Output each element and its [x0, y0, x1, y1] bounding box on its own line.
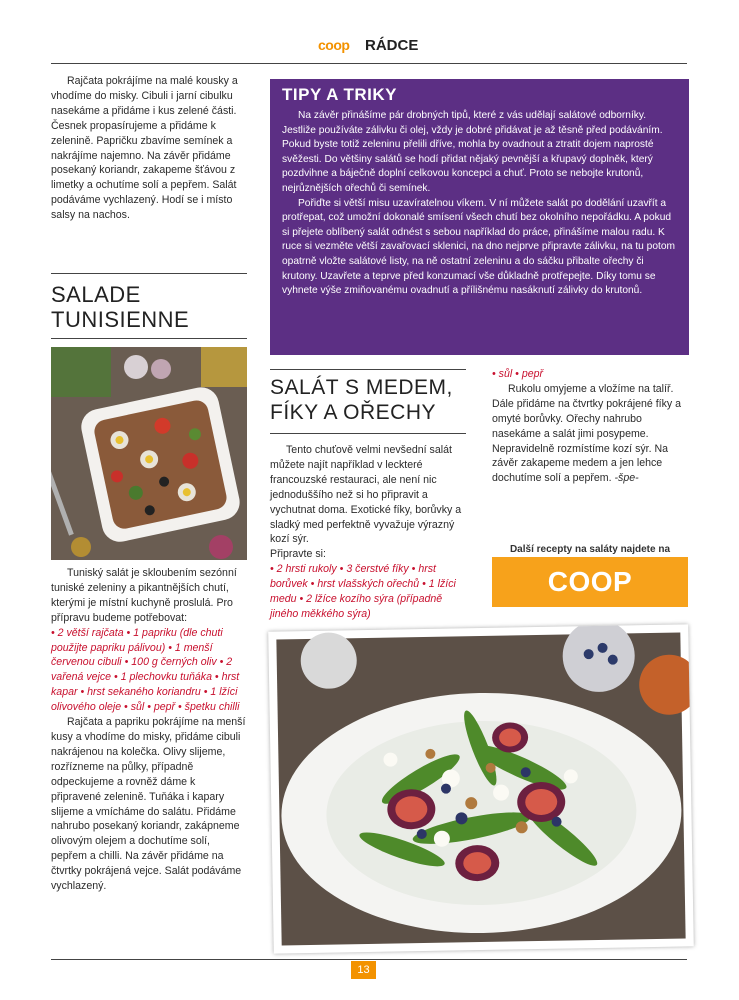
ingredient: pepř — [153, 701, 176, 714]
left-intro-text — [51, 74, 247, 223]
ingredient: 3 čerstvé fíky — [346, 563, 409, 576]
tunisienne-intro: Tuniský salát je skloubením sezónní tuniské zeleniny a pikantnějších chutí, kterými je místní kuchyně proslulá. Pro přípravu budeme potřebovat: — [51, 567, 237, 624]
ingredient: špetku chilli — [184, 701, 240, 714]
ingredient: 1 lžíci medu — [270, 578, 456, 606]
salat-ingredients: • 2 hrsti rukoly • 3 čerstvé fíky • hrst borůvek • hrst vlašských ořechů • 1 lžíci medu • 2 lžíce kozího sýra (případně jiného měkkého sýra) — [270, 563, 456, 620]
ingredient: 100 g černých oliv — [131, 656, 217, 669]
promo-text: Další recepty na saláty najdete na — [509, 544, 671, 555]
section-divider — [51, 273, 247, 274]
salat-text-continued — [492, 367, 688, 486]
tips-paragraph: Na závěr přinášíme pár drobných tipů, které z vás udělají salátové odborníky. Jestliže používáte zálivku či olej, vždy je dobré přidávat je až těsně před podáváním. Pokud byste totiž zeleninu přelili dříve, mohla by ovadnout a ztratit dojem naprosté svěžesti. Do většiny salátů se hodí přidat nějaký pevnější a křupavý doplněk, který pozdvihne a báječně doplní celkovou koncepci a chuť. Proto se nebojte krutonů, nejrůznějších ořechů či semínek. — [282, 110, 663, 194]
author-signature: -špe- — [614, 472, 639, 485]
header-divider — [51, 63, 687, 64]
ingredient: 1 plechovku tuňáka — [120, 671, 212, 684]
left-intro-paragraph: Rajčata pokrájíme na malé kousky a vhodíme do misky. Cibuli i jarní cibulku nasekáme a přidáme i kus zelené části. Česnek propasírujeme a přidáme k zelenině. Papričku zbavíme semínek a nakrájíme najemno. Na závěr přidáme posekaný koriandr, zakapeme šťávou z limetky a ochutíme solí a pepřem. Salát podáváme vychlazený. Hodí se i místo salsy na nachos. — [51, 75, 238, 222]
coop-logo: coop — [318, 37, 350, 53]
section-divider — [270, 369, 466, 370]
magazine-title: RÁDCE — [365, 37, 419, 54]
page-number: 13 — [351, 961, 376, 979]
salat-heading-line2: FÍKY A OŘECHY — [270, 401, 436, 424]
salat-text — [270, 443, 466, 622]
ingredient: sůl — [130, 701, 145, 714]
tips-text — [282, 109, 680, 299]
ingredient: 2 hrsti rukoly — [276, 563, 337, 576]
ingredient: 1 papriku (dle chuti použijte papriku pálivou) — [51, 626, 223, 654]
tunisienne-method: Rajčata a papriku pokrájíme na menší kusy a vhodíme do misky, přidáme cibuli nakrájenou na kolečka. Olivy slijeme, rozřízneme na půlky, případně odpeckujeme a rovněž dáme k připravené zelenině. Tuňáka i kapary slijeme a vmícháme do salátu. Přidáme nahrubo posekaný koriandr, zakápneme olivovým olejem a dochutíme solí, pepřem a chilli. Na závěr přidáme na čtvrtky pokrájená vejce. Salát podáváme vychlazený. — [51, 716, 246, 893]
ingredient: pepř — [521, 368, 544, 380]
tips-box — [270, 79, 689, 355]
ingredient: hrst borůvek — [270, 563, 437, 591]
salat-prep-label: Připravte si: — [270, 548, 326, 561]
heading-underline — [270, 433, 466, 434]
ingredient: sůl — [498, 368, 513, 380]
tunisienne-heading-line1: SALADE — [51, 282, 141, 307]
tunisian-salad-photo — [51, 347, 247, 560]
ingredient: hrst kapar — [51, 671, 240, 699]
fig-salad-photo — [268, 624, 694, 953]
ingredient: 2 vařená vejce — [51, 656, 233, 684]
tunisienne-text — [51, 566, 247, 894]
salat-method-text: Rukolu omyjeme a vložíme na talíř. Dále přidáme na čtvrtky pokrájené fíky a omyté borůvky. Ořechy nahrubo nasekáme a salát jimi posypeme. Nepravidelně rozmístíme kozí sýr. Na závěr zakapeme medem a jen lehce dochutíme solí a pepřem. — [492, 382, 682, 485]
salat-method — [492, 382, 688, 486]
ingredient: 2 větší rajčata — [57, 626, 124, 639]
tunisienne-ingredients: • 2 větší rajčata • 1 papriku (dle chuti použijte papriku pálivou) • 1 menší červenou cibuli • 100 g černých oliv • 2 vařená vejce • 1 plechovku tuňáka • hrst kapar • hrst sekaného koriandru • 1 lžíci olivového oleje • sůl • pepř • špetku chilli — [51, 626, 240, 714]
ingredient: hrst sekaného koriandru — [87, 686, 201, 699]
coop-club-banner[interactable]: COOP — [492, 557, 688, 607]
footer-divider — [51, 959, 687, 960]
tunisienne-heading — [51, 282, 189, 332]
tips-heading: TIPY A TRIKY — [282, 85, 397, 104]
salat-ingredients-continued: • sůl • pepř — [492, 368, 544, 380]
heading-underline — [51, 338, 247, 339]
salat-intro: Tento chuťově velmi nevšední salát můžete najít například v leckteré francouzské restauraci, ale není nic jednoduššího než si ho připravit a vychutnat doma. Exotické fíky, borůvky a sladký med perfektně vyvažuje výrazný kozí sýr. — [270, 444, 462, 546]
ingredient: 1 menší červenou cibuli — [51, 641, 213, 669]
salat-heading-line1: SALÁT S MEDEM, — [270, 376, 453, 399]
salat-heading — [270, 375, 453, 425]
ingredient: 1 lžíci olivového oleje — [51, 686, 238, 714]
tunisienne-heading-line2: TUNISIENNE — [51, 307, 190, 332]
ingredient: hrst vlašských ořechů — [317, 578, 420, 591]
tips-paragraph: Pořiďte si větší misu uzavíratelnou víkem. V ní můžete salát po dodělání uzavřít a protřepat, což umožní dokonalé smísení všech chutí bez okolního nepořádku. A pokud si přejete oblíbený salát odnést s sebou například do práce, přinášíme malou radu. K ruce si vezměte větší zavařovací sklenici, na dno nejprve připravte zálivku, na tu potom opatrně vložte salátové listy, na ně ostatní zeleninu a do sáčku přibalte ořechy či krutony. Uzavřete a teprve před konzumací vše důkladně protřepejte. Díky tomu se vyhnete výše zmiňovanému ovadnutí a přílišnému nasáknutí zálivky do krutonů. — [282, 197, 675, 297]
ingredient: 2 lžíce kozího sýra (případně jiného měkkého sýra) — [270, 593, 443, 620]
